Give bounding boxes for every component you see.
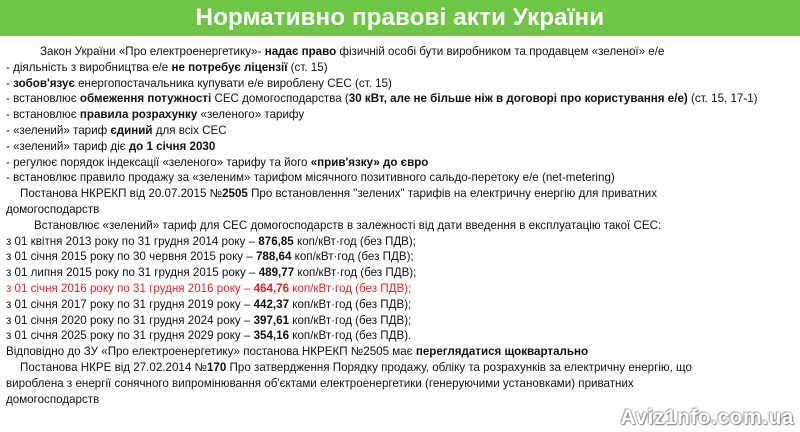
- title-bar: [0, 0, 800, 36]
- tariff-unit: коп/кВт·год (без ПДВ);: [294, 266, 417, 280]
- tariff-unit: коп/кВт·год (без ПДВ);: [289, 313, 412, 327]
- tariff-row: [0, 281, 780, 296]
- tariffs-intro: Встановлює «зелений» тариф для СЕС домогосподарств в залежності від дати введення в експлуатацію такої СЕС:: [34, 218, 662, 232]
- procedure-170: [0, 360, 780, 375]
- tariff-period: з 01 січня 2016 року по 31 грудня 2016 року –: [6, 281, 254, 295]
- tariff-unit: коп/кВт·год (без ПДВ);: [289, 297, 412, 311]
- law-item-bold: правила розрахунку: [79, 108, 198, 122]
- law-item: [0, 76, 780, 91]
- procedure-line-2: вироблена з енергії сонячного випромінювання об'єктами електроенергетики (генеруючими установками) приватних: [6, 376, 634, 390]
- tariff-value: 442,37: [253, 297, 290, 311]
- law-item-text: -: [6, 76, 14, 90]
- tariff-period: з 01 січня 2020 року по 31 грудня 2024 року –: [6, 313, 254, 327]
- procedure-prefix: Постанова НКРЕ від 27.02.2014 №: [20, 360, 207, 374]
- law-item-bold: зобов'язує: [13, 76, 75, 90]
- law-item-text: (ст. 15, 17-1): [687, 92, 758, 106]
- procedure-number: 170: [206, 360, 227, 374]
- tariff-list: [0, 234, 780, 344]
- law-item-bold: до 1 січня 2030: [128, 139, 216, 153]
- law-item-text: «зеленого» тарифу: [197, 108, 305, 122]
- review-note: [0, 344, 780, 359]
- law-item-text: - встановлює: [6, 108, 80, 122]
- law-intro: [0, 44, 780, 59]
- tariff-row: [0, 313, 780, 328]
- procedure-line-3: домогосподарств: [6, 392, 100, 406]
- law-item-text: - встановлює: [6, 92, 80, 106]
- law-intro-end: фізичній особі бути виробником та продавцем «зеленої» е/е: [339, 45, 665, 58]
- resolution-text: Про встановлення "зелених" тарифів на електричну енергію для приватних: [247, 187, 658, 201]
- law-item: [0, 139, 780, 154]
- law-intro-bold: надає право: [264, 45, 337, 58]
- resolution-cont: домогосподарств: [6, 202, 100, 216]
- tariff-unit: коп/кВт·год (без ПДВ);: [291, 250, 414, 264]
- law-item-bold: не потребує ліцензії: [171, 60, 288, 74]
- law-item-text: для всіх СЕС: [152, 123, 227, 137]
- law-item-bold: єдиний: [110, 123, 153, 137]
- tariff-period: з 01 січня 2017 року по 31 грудня 2019 року –: [6, 297, 254, 311]
- tariff-value: 397,61: [253, 313, 290, 327]
- tariff-row: [0, 265, 780, 280]
- review-text: Відповідно до ЗУ «Про електроенергетику» постанова НКРЕКП №2505 має: [6, 345, 416, 359]
- law-item-text: енергопостачальника купувати е/е вироблену СЕС (ст. 15): [74, 76, 392, 90]
- tariff-value: 489,77: [258, 266, 295, 280]
- law-item-text: - «зелений» тариф: [6, 123, 111, 137]
- law-item-text: - регулює порядок індексації «зеленого» тарифу та його: [6, 155, 311, 169]
- tariff-value: 876,85: [258, 234, 294, 248]
- tariff-value: 464,76: [253, 281, 290, 295]
- resolution-2505: [0, 186, 780, 201]
- tariff-row: [0, 234, 780, 249]
- tariff-period: з 01 січня 2025 року по 31 грудня 2029 року –: [6, 329, 254, 343]
- tariff-unit: коп/кВт·год (без ПДВ);: [289, 281, 412, 295]
- law-item-bold: «прив'язку» до євро: [310, 155, 429, 169]
- tariff-period: з 01 липня 2015 року по 31 грудня 2015 року –: [6, 266, 259, 280]
- tariff-value: 788,64: [255, 250, 292, 264]
- procedure-text: Про затвердження Порядку продажу, обліку та розрахунків за електричну енергію, що: [226, 360, 692, 374]
- resolution-number: 2505: [222, 187, 248, 201]
- law-item: [0, 123, 780, 138]
- tariff-period: з 01 квітня 2013 року по 31 грудня 2014 року –: [6, 234, 259, 248]
- law-item-text: - «зелений» тариф діє: [6, 139, 129, 153]
- law-item: [0, 60, 780, 75]
- law-item-bold: 30 кВт, але не більше ніж в договорі про користування е/е): [348, 92, 688, 106]
- page-title: Нормативно правові акти України: [195, 4, 605, 31]
- tariff-period: з 01 січня 2015 року по 30 червня 2015 року –: [6, 250, 256, 264]
- law-item: [0, 155, 780, 170]
- tariff-row: [0, 297, 780, 312]
- law-item: [0, 107, 780, 122]
- law-item-bold: обмеження потужності: [79, 92, 212, 106]
- law-items-list: [0, 60, 780, 186]
- law-item-text: - встановлює правило продажу за «зеленим» тарифом місячного позитивного сальдо-перетоку е/е (net-metering): [6, 171, 615, 185]
- tariff-value: 354,16: [253, 329, 290, 343]
- law-item-text: - діяльність з виробництва е/е: [6, 60, 172, 74]
- tariff-row: [0, 328, 780, 343]
- resolution-prefix: Постанова НКРЕКП від 20.07.2015 №: [20, 187, 223, 201]
- law-intro-start: Закон України «Про електроенергетику»-: [40, 45, 262, 58]
- tariff-row: [0, 249, 780, 264]
- law-item-text: (ст. 15): [287, 60, 328, 74]
- tariff-unit: коп/кВт·год (без ПДВ).: [289, 329, 412, 343]
- tariff-unit: коп/кВт·год (без ПДВ);: [293, 234, 416, 248]
- document-body: [0, 44, 780, 407]
- law-item: [0, 91, 780, 106]
- review-bold: переглядатися щоквартально: [415, 345, 589, 359]
- law-item-text: СЕС домогосподарства (: [211, 92, 349, 106]
- law-item: [0, 170, 780, 185]
- watermark: Aviz1nfo.com.ua: [620, 406, 794, 429]
